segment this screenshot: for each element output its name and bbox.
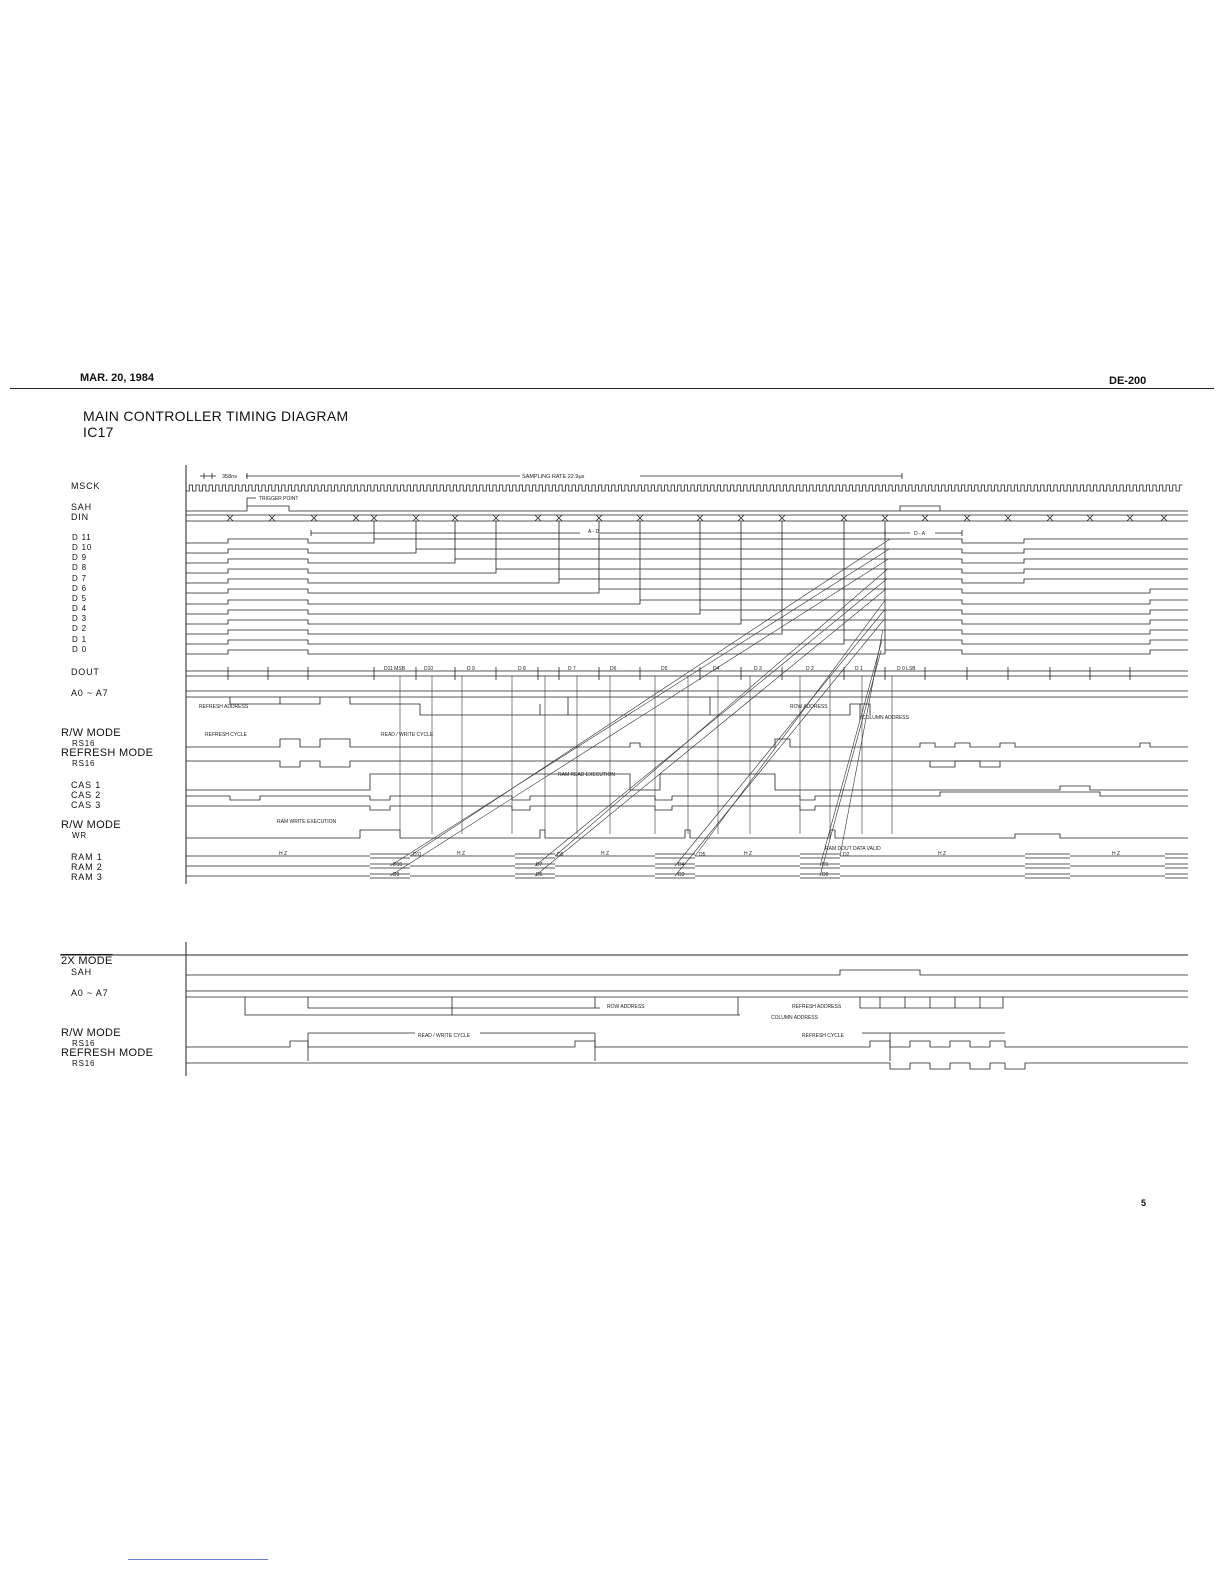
2x-rw-mode-wave — [186, 1041, 1188, 1047]
din-transition — [493, 515, 499, 521]
label-d11: D 11 — [72, 533, 92, 542]
data-bit-wave — [186, 630, 1188, 634]
data-flow-arrow — [410, 539, 890, 856]
label-d5: D 5 — [72, 594, 87, 603]
read-write-cycle-annotation: READ / WRITE CYCLE — [381, 732, 434, 738]
ram1-bus — [186, 854, 1188, 858]
dout-bit-2: D 2 — [806, 666, 814, 672]
din-transition — [596, 515, 602, 521]
din-transition — [371, 515, 377, 521]
column-address-annotation: COLUMN ADDRESS — [862, 715, 909, 721]
ram-bit-d1: D1 — [822, 862, 829, 868]
refresh-cycle-annotation: REFRESH CYCLE — [205, 732, 247, 738]
label-rw-mode-wr: R/W MODE — [61, 819, 121, 831]
ram-bit-d5: D5 — [699, 852, 706, 858]
dout-bit-9: D 9 — [467, 666, 475, 672]
din-transition — [452, 515, 458, 521]
data-flow-arrow — [535, 579, 887, 866]
label-d0: D 0 — [72, 645, 87, 654]
label-msck: MSCK — [71, 481, 101, 491]
dout-bit-1: D 1 — [855, 666, 863, 672]
label-wr: WR — [72, 831, 87, 840]
sampling-rate-annotation: SAMPLING RATE 22.9μs — [522, 474, 585, 480]
din-transition — [535, 515, 541, 521]
label-a0-a7: A0 ~ A7 — [71, 688, 109, 698]
label-2x-sah: SAH — [71, 967, 92, 977]
label-d3: D 3 — [72, 614, 87, 623]
din-transition — [841, 515, 847, 521]
ram-read-execution-annotation: RAM READ EXECUTION — [558, 772, 615, 778]
data-flow-arrow — [695, 600, 885, 856]
rw-mode-rs16-wave — [186, 739, 1188, 747]
2x-address-bus — [186, 991, 1188, 997]
label-2x-rs16-a: RS16 — [72, 1039, 96, 1048]
data-flow-arrow — [820, 650, 881, 876]
label-d6: D 6 — [72, 584, 87, 593]
label-d4: D 4 — [72, 604, 87, 613]
header-model: DE-200 — [1109, 375, 1147, 387]
ram-bit-d4: D4 — [678, 862, 685, 868]
wr-wave — [186, 830, 1188, 838]
din-transition — [738, 515, 744, 521]
din-transition — [1087, 515, 1093, 521]
cas3-wave — [186, 806, 1188, 810]
dout-bit-0: D 0 LSB — [897, 666, 916, 672]
data-flow-arrow — [820, 640, 882, 866]
label-2x-refresh-mode: REFRESH MODE — [61, 1047, 154, 1059]
ram-hz-3: H Z — [601, 851, 610, 857]
din-transition — [697, 515, 703, 521]
dout-bit-11: D11 MSB — [384, 666, 406, 672]
din-transition — [353, 515, 359, 521]
din-transition — [311, 515, 317, 521]
data-bit-wave — [186, 579, 1188, 583]
dout-bit-8: D 8 — [518, 666, 526, 672]
ram-bit-d9: D9 — [393, 872, 400, 878]
data-bit-wave — [186, 589, 1188, 593]
dout-bit-3: D 3 — [754, 666, 762, 672]
2x-column-address: COLUMN ADDRESS — [771, 1015, 818, 1021]
din-transition — [779, 515, 785, 521]
label-cas3: CAS 3 — [71, 800, 102, 810]
ram-bit-d0: D0 — [822, 872, 829, 878]
trigger-point-marker — [247, 498, 256, 506]
main-waveforms — [186, 465, 1188, 884]
din-transition — [1161, 515, 1167, 521]
din-transition — [556, 515, 562, 521]
label-ram2: RAM 2 — [71, 862, 103, 872]
data-bit-wave — [186, 539, 1188, 543]
label-cas1: CAS 1 — [71, 780, 102, 790]
label-rs16-b: RS16 — [72, 759, 96, 768]
refresh-mode-pulses — [930, 761, 1000, 767]
address-bus — [186, 691, 1188, 697]
period-annotation: 358ns — [222, 474, 237, 480]
2x-refresh-mode-wave — [186, 1063, 1188, 1069]
ram-write-execution-annotation: RAM WRITE EXECUTION — [277, 819, 337, 825]
ram-dout-valid-annotation: RAM DOUT DATA VALID — [825, 846, 881, 852]
a-d-annotation: A - D — [588, 529, 600, 535]
data-bit-wave — [186, 640, 1188, 644]
msck-clock-wave — [186, 485, 1183, 491]
din-transition — [227, 515, 233, 521]
dout-bit-5: D5 — [661, 666, 668, 672]
diagram-subtitle: IC17 — [83, 424, 114, 440]
refresh-mode-rs16-wave — [186, 761, 1188, 767]
label-dout: DOUT — [71, 667, 100, 677]
data-bit-wave — [186, 610, 1188, 614]
label-d10: D 10 — [72, 543, 93, 552]
sah-wave — [186, 506, 1188, 511]
cas1-wave — [186, 774, 1188, 790]
label-d1: D 1 — [72, 635, 87, 644]
label-d9: D 9 — [72, 553, 87, 562]
data-bit-wave — [186, 650, 1188, 654]
sah-second-pulse — [900, 506, 940, 511]
row-address-annotation: ROW ADDRESS — [790, 704, 828, 710]
ram-bit-d3: D3 — [678, 872, 685, 878]
ram-hz-1: H Z — [279, 851, 288, 857]
header-date: MAR. 20, 1984 — [80, 372, 154, 384]
dout-bus — [186, 671, 1188, 676]
label-d8: D 8 — [72, 563, 87, 572]
din-transition — [413, 515, 419, 521]
data-bit-wave — [186, 559, 1188, 563]
data-bit-wave — [186, 620, 1188, 624]
data-bit-wave — [186, 569, 1188, 573]
ram-hz-5: H Z — [938, 851, 947, 857]
dout-bit-4: D4 — [713, 666, 720, 672]
ram-hz-4: H Z — [744, 851, 753, 857]
2x-read-write-cycle: READ / WRITE CYCLE — [418, 1033, 471, 1039]
data-flow-arrow — [390, 559, 888, 876]
diagram-title: MAIN CONTROLLER TIMING DIAGRAM — [83, 408, 349, 424]
label-2x-rw-mode: R/W MODE — [61, 1027, 121, 1039]
ram-bit-d10: D10 — [393, 862, 403, 868]
label-d7: D 7 — [72, 574, 87, 583]
dout-bit-6: D6 — [610, 666, 617, 672]
ram-hz-2: H Z — [457, 851, 466, 857]
ram-bit-d7: D7 — [536, 862, 543, 868]
2x-row-address: ROW ADDRESS — [607, 1004, 645, 1010]
ram-bit-d11: D11 — [413, 852, 422, 858]
label-cas2: CAS 2 — [71, 790, 102, 800]
data-flow-arrow — [675, 610, 884, 866]
din-transition — [882, 515, 888, 521]
label-2x-rs16-b: RS16 — [72, 1059, 96, 1068]
dout-bit-10: D10 — [424, 666, 434, 672]
label-ram1: RAM 1 — [71, 852, 103, 862]
ram3-bus — [186, 874, 1188, 878]
ram-bit-d8: D8 — [557, 852, 564, 858]
ram-hz-6: H Z — [1112, 851, 1121, 857]
label-rs16-a: RS16 — [72, 739, 96, 748]
data-flow-arrow — [535, 589, 886, 876]
label-d2: D 2 — [72, 624, 87, 633]
ram-bit-d2: D2 — [843, 852, 850, 858]
refresh-address-annotation: REFRESH ADDRESS — [199, 704, 249, 710]
2x-sah-wave — [186, 970, 1188, 975]
label-sah: SAH — [71, 502, 92, 512]
address-segments — [230, 697, 870, 720]
label-2x-a0-a7: A0 ~ A7 — [71, 988, 109, 998]
data-flow-arrow — [840, 630, 883, 856]
label-din: DIN — [71, 512, 89, 522]
trigger-point-annotation: TRIGGER POINT — [259, 496, 299, 502]
ram2-bus — [186, 864, 1188, 868]
label-rw-mode: R/W MODE — [61, 727, 121, 739]
dout-bit-7: D 7 — [568, 666, 576, 672]
label-2x-mode: 2X MODE — [61, 955, 113, 967]
din-transition — [637, 515, 643, 521]
din-transition — [1047, 515, 1053, 521]
d-a-annotation: D - A — [914, 531, 926, 537]
2x-refresh-address: REFRESH ADDRESS — [792, 1004, 842, 1010]
data-flow-arrow — [555, 569, 888, 856]
din-transition — [964, 515, 970, 521]
2x-refresh-cycle: REFRESH CYCLE — [802, 1033, 844, 1039]
data-bit-wave — [186, 600, 1188, 604]
page-number: 5 — [1141, 1198, 1147, 1208]
label-ram3: RAM 3 — [71, 872, 103, 882]
data-bit-wave — [186, 549, 1188, 553]
footer-link-underline — [128, 1559, 268, 1560]
din-transition — [1127, 515, 1133, 521]
din-bus — [186, 515, 1188, 521]
din-transition — [1005, 515, 1011, 521]
cas2-wave — [186, 792, 1188, 800]
din-transition — [922, 515, 928, 521]
label-refresh-mode: REFRESH MODE — [61, 747, 154, 759]
din-transition — [269, 515, 275, 521]
ram-bit-d6: D6 — [536, 872, 543, 878]
